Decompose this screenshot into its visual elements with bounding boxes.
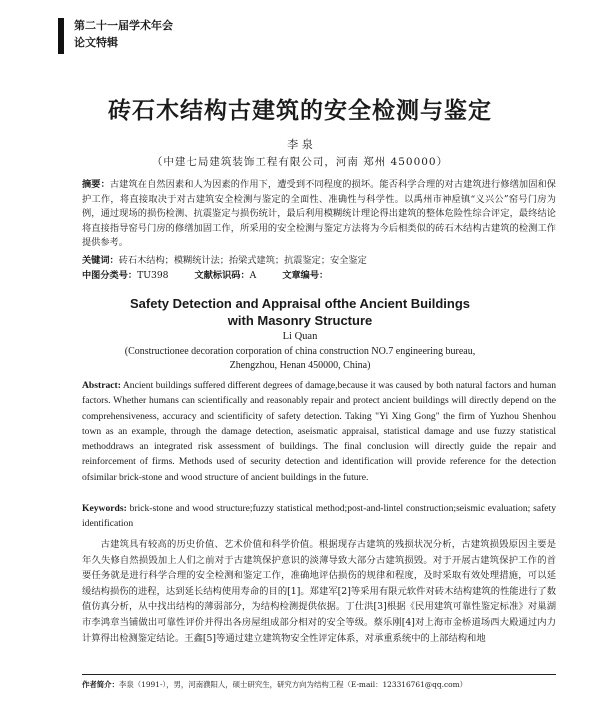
class-label: 中图分类号： [82, 270, 138, 281]
english-abstract-text: Ancient buildings suffered different degrees of damage,because it was caused by both natural factors and human factors. Whether humans can scientifically and reasonably repair and protect ancient buildings will directly depend on the comprehensiveness, accuracy and scientificity of safety detection. Taking "Yi Xing Gong" the firm of Yuzhou Shenhou town as an example, through the damage detection, aseismatic appraisal, statistical damage and use fuzzy statistical methoddraws an integrated risk assessment of buildings. The final conclusion will directly guide the repair and reinforcement of firms. Methods used of security detection and identification will provide reference for the detection ofsimilar brick-stone and wood structure of ancient buildings in the future. [82, 380, 556, 483]
english-title-line2: with Masonry Structure [227, 313, 373, 328]
english-abstract [82, 378, 556, 485]
header-accent-bar [58, 18, 64, 54]
footnote-label: 作者简介： [82, 680, 119, 689]
chinese-affiliation: （中建七局建筑装饰工程有限公司，河南 郑州 450000） [151, 156, 449, 168]
section-name: 论文特辑 [74, 36, 118, 49]
doc-code-label: 文献标识码： [194, 270, 250, 281]
footnote-text: 李泉（1991-），男，河南濮阳人，硕士研究生，研究方向为结构工程（E-mail：123316761@qq.com） [118, 680, 467, 689]
running-head [74, 17, 173, 51]
journal-name: 第二十一届学术年会 [74, 19, 173, 32]
english-affiliation-line1: (Constructionee decoration corporation of china construction NO.7 engineering bureau, [124, 346, 476, 357]
article-number-label: 文章编号： [282, 270, 329, 281]
chinese-author: 李 泉 [287, 138, 313, 151]
chinese-abstract-label: 摘要： [82, 179, 110, 190]
english-affiliation-line2: Zhengzhou, Henan 450000, China) [229, 360, 371, 371]
english-title-line1: Safety Detection and Appraisal ofthe Ancient Buildings [130, 296, 470, 311]
english-abstract-label: Abstract: [82, 380, 121, 391]
english-author: Li Quan [282, 331, 318, 342]
chinese-keywords-text: 砖石木结构；模糊统计法；抬梁式建筑；抗震鉴定；安全鉴定 [118, 255, 367, 266]
chinese-abstract [82, 178, 556, 251]
english-keywords [82, 501, 556, 531]
author-footnote [82, 680, 556, 690]
chinese-keywords-label: 关键词： [82, 255, 119, 266]
class-value: TU398 [137, 270, 169, 281]
english-keywords-text: brick-stone and wood structure;fuzzy statistical method;post-and-lintel construction;seismic evaluation; safety identification [82, 503, 557, 529]
chinese-keywords [82, 254, 556, 268]
classification-line [82, 269, 556, 283]
chinese-abstract-text: 古建筑在自然因素和人为因素的作用下，遭受到不同程度的损坏。能否科学合理的对古建筑进行修缮加固和保护工作，将直接取决于对古建筑安全检测与鉴定的全面性、准确性与科学性。以禹州市神垕镇“义兴公”窑号门房为例，通过现场的损伤检测、抗震鉴定与损伤统计，最后利用模糊统计理论得出建筑的整体危险性综合评定，最终结论将直接指导窑号门房的修缮加固工作，所采用的安全检测与鉴定方法将为今后相类似的砖石木结构古建筑的检测工作提供参考。 [82, 179, 556, 249]
footnote-divider [82, 674, 556, 675]
english-affiliation [0, 345, 600, 373]
doc-code-value: A [249, 270, 257, 281]
english-keywords-label: Keywords: [82, 503, 127, 514]
body-paragraph: 古建筑具有较高的历史价值、艺术价值和科学价值。根据现存古建筑的残损状况分析，古建筑损毁原因主要是年久失修自然损毁加上人们之前对于古建筑保护意识的淡薄导致大部分古建筑损毁。对于开展古建筑保护工作的首要任务就是进行科学合理的安全检测和鉴定工作，准确地评估损伤的规律和程度，及时采取有效处理措施，可以延缓结构损伤的进程，达到延长结构使用寿命的目的[1]。郑建军[2]等采用有限元软件对砖木结构建筑的性能进行了数值仿真分析，从中找出结构的薄弱部分，为结构检测提供依据。丁仕洪[3]根据《民用建筑可靠性鉴定标准》对巢湖市李鸿章当铺做出可靠性评价并得出各房屋组成部分相对的安全等级。蔡乐刚[4]对上海市金桥道场西大殿通过内力计算得出检测鉴定结论。王鑫[5]等通过建立建筑物安全性评定体系，对承重系统中的上部结构和地 [82, 539, 556, 644]
english-title [0, 295, 600, 329]
chinese-title: 砖石木结构古建筑的安全检测与鉴定 [108, 98, 492, 124]
